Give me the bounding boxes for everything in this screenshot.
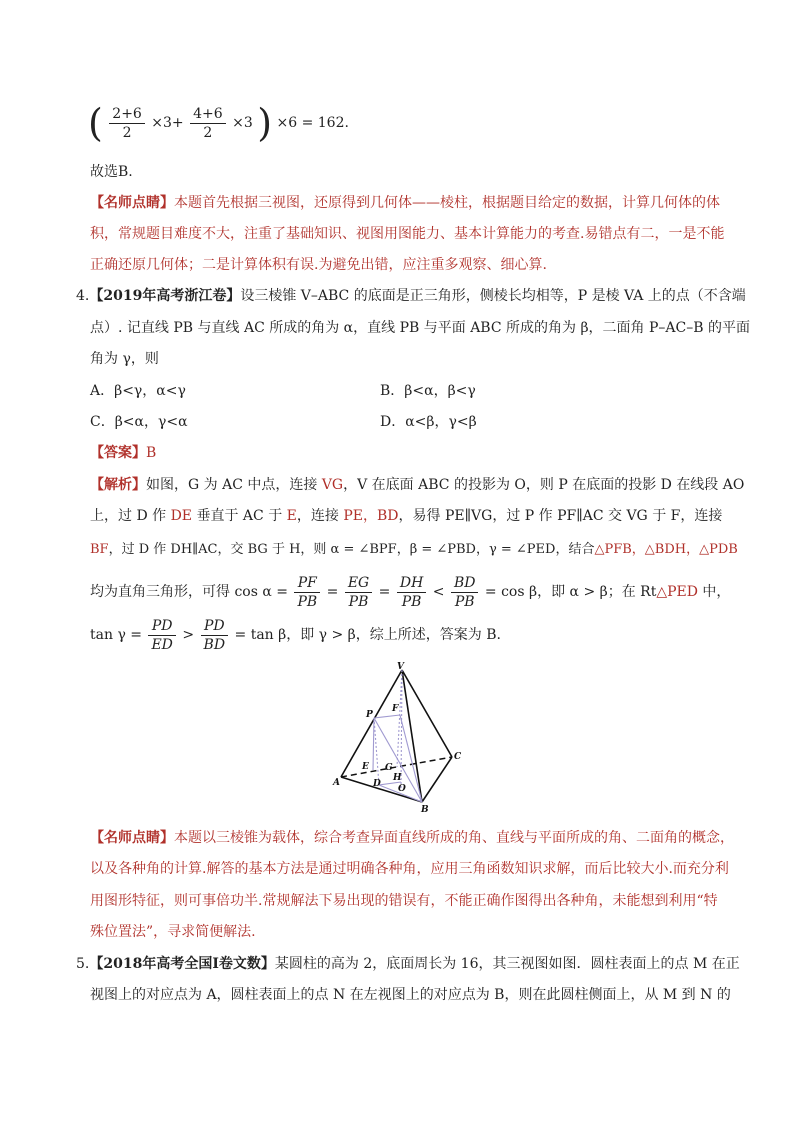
label-a: A <box>333 778 340 788</box>
label-b: B <box>421 805 429 815</box>
option-c: C．β<α，γ<α <box>90 414 188 430</box>
formula-result: ×6 = 162 <box>276 115 345 131</box>
option-b: B．β<α，β<γ <box>380 383 476 399</box>
answer-label: 【答案】 <box>90 445 146 461</box>
formula-text: ×3+ <box>151 115 184 131</box>
label-h: H <box>393 773 402 783</box>
line-pe <box>373 718 374 770</box>
edge-vc <box>402 670 452 757</box>
tip2-line3: 用图形特征，则可事倍功半.常规解法下易出现的错误有，不能正确作图得出各种角，未能想到利用“特 <box>90 893 718 909</box>
fraction-bd-pb: $\frac{BD}{PB}$ <box>451 574 479 611</box>
tip2-line2: 以及各种角的计算.解答的基本方法是通过明确各种角，应用三角函数知识求解，而后比较大小.而充分利 <box>90 861 729 877</box>
fraction-2: $\frac{4+6}{2}$ <box>190 105 226 142</box>
so-choose-b: 故选B. <box>90 164 133 180</box>
fraction-eg-pb: $\frac{EG}{PB}$ <box>345 574 372 611</box>
option-d: D．α<β，γ<β <box>380 414 477 430</box>
label-f: F <box>392 704 399 714</box>
question-source: 【2019年高考浙江卷】 <box>89 288 241 304</box>
line-pf <box>374 715 400 718</box>
q4-line3: 角为 γ，则 <box>90 351 159 367</box>
edge-bc <box>422 757 452 802</box>
q4-line1: 4.【2019年高考浙江卷】设三棱锥 V–ABC 的底面是正三角形，侧棱长均相等，P 是棱 VA 上的点（不含端 <box>76 288 746 304</box>
line-pd <box>374 718 379 785</box>
q5-line2: 视图上的对应点为 A，圆柱表面上的点 N 在左视图上的对应点为 B，则在此圆柱侧面上，从 M 到 N 的 <box>90 987 731 1003</box>
right-paren: ) <box>257 101 273 145</box>
fraction-dh-pb: $\frac{DH}{PB}$ <box>397 574 426 611</box>
option-a: A．β<γ，α<γ <box>90 383 186 399</box>
left-paren: ( <box>88 101 103 145</box>
label-v: V <box>397 662 404 672</box>
tip1-line3: 正确还原几何体；二是计算体积有误.为避免出错，应注重多观察、细心算. <box>90 257 547 273</box>
analysis-line4: 均为直角三角形，可得 cos α = $\frac{PF}{PB}$ = $\frac{EG}{PB}$ = $\frac{DH}{PB}$ < $\frac{BD}{PB}$ = cos β，即 α > β；在 Rt△PED 中， <box>90 574 731 610</box>
fraction-pf-pb: $\frac{PF}{PB}$ <box>294 574 320 611</box>
fraction-pd-ed: $\frac{PD}{ED}$ <box>148 617 175 654</box>
label-o: O <box>398 784 406 794</box>
question-source: 【2018年高考全国Ⅰ卷文数】 <box>89 956 275 972</box>
answer <box>90 438 156 469</box>
answer-value: B <box>146 445 157 461</box>
label-g: G <box>385 763 393 773</box>
tip2-line4: 殊位置法”，寻求简便解法. <box>90 924 256 940</box>
tip2-line1: 【名师点睛】本题以三棱锥为载体，综合考查异面直线所成的角、直线与平面所成的角、二面角的概念， <box>90 830 734 846</box>
edge-va <box>341 670 402 777</box>
tip-label: 【名师点睛】 <box>90 195 174 211</box>
fraction-1: $\frac{2+6}{2}$ <box>109 105 145 142</box>
fraction-pd-bd: $\frac{PD}{BD}$ <box>201 617 229 654</box>
q5-line1: 5.【2018年高考全国Ⅰ卷文数】某圆柱的高为 2，底面周长为 16，其三视图如图．圆柱表面上的点 M 在正 <box>76 956 740 972</box>
question-number: 4. <box>76 288 90 304</box>
label-c: C <box>454 752 462 762</box>
analysis-line1: 【解析】如图，G 为 AC 中点，连接 VG，V 在底面 ABC 的投影为 O，则 P 在底面的投影 D 在线段 AO <box>90 477 745 493</box>
analysis-label: 【解析】 <box>90 477 146 493</box>
analysis-line2: 上，过 D 作 DE 垂直于 AC 于 E，连接 PE，BD，易得 PE∥VG，过 P 作 PF∥AC 交 VG 于 F，连接 <box>90 508 723 524</box>
question-number: 5. <box>76 956 90 972</box>
formula-text: ×3 <box>232 115 253 131</box>
tip1-line2: 积，常规题目难度不大，注重了基础知识、视图用图能力、基本计算能力的考查.易错点有二，一是不能 <box>90 226 725 242</box>
tip1-line1: 【名师点睛】本题首先根据三视图，还原得到几何体——棱柱，根据题目给定的数据，计算几何体的体 <box>90 195 720 211</box>
label-e: E <box>362 762 369 772</box>
analysis-line3: BF，过 D 作 DH∥AC，交 BG 于 H，则 α = ∠BPF，β = ∠PBD，γ = ∠PED，结合△PFB，△BDH，△PDB <box>90 542 738 557</box>
q4-line2: 点）. 记直线 PB 与直线 AC 所成的角为 α，直线 PB 与平面 ABC 所成的角为 β，二面角 P–AC–B 的平面 <box>90 320 750 336</box>
top-formula: ( $\frac{2+6}{2}$ ×3+ $\frac{4+6}{2}$ ×3 ) ×6 = 162. <box>88 101 349 145</box>
analysis-line5: tan γ = $\frac{PD}{ED}$ > $\frac{PD}{BD}$ = tan β，即 γ > β，综上所述，答案为 B. <box>90 617 501 653</box>
tip-label: 【名师点睛】 <box>90 830 174 846</box>
label-d: D <box>373 779 381 789</box>
label-p: P <box>366 710 373 720</box>
tetrahedron-figure <box>325 660 475 815</box>
